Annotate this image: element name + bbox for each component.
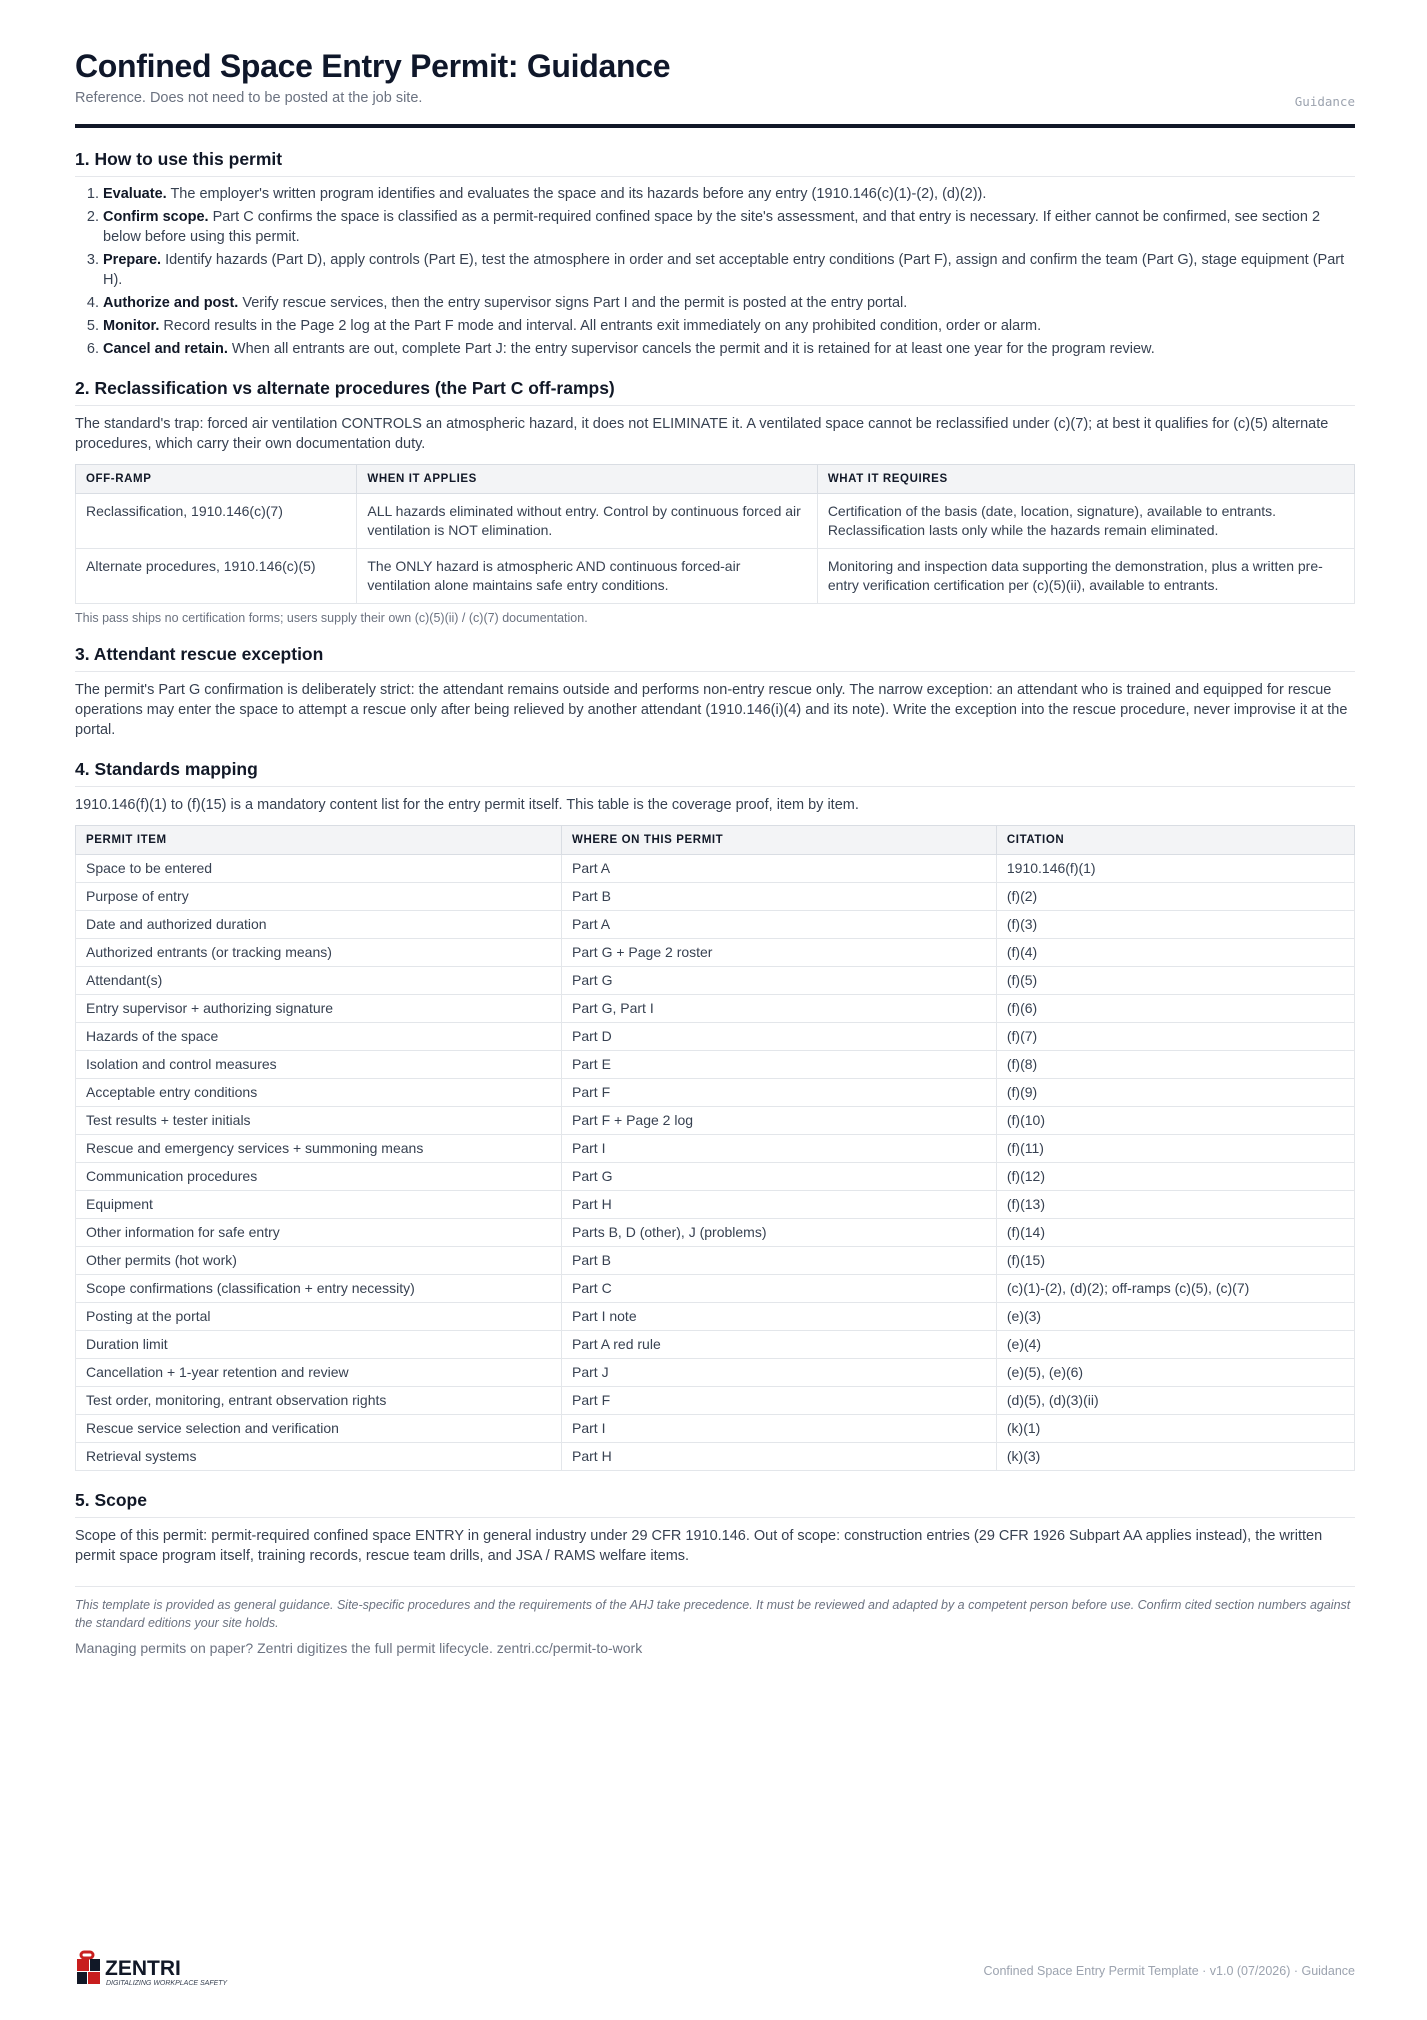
table-cell: Authorized entrants (or tracking means) [76,939,562,967]
table-row [76,1051,1355,1079]
table-cell: Part I [562,1135,997,1163]
logo-brand: ZENTRI [105,1957,181,1980]
logo-tagline: DIGITALIZING WORKPLACE SAFETY [106,1980,228,1987]
table-cell: Part G + Page 2 roster [562,939,997,967]
table-cell: Part G, Part I [562,995,997,1023]
offramp-table [75,464,1355,604]
step-lead: Confirm scope. [103,209,209,225]
table-cell: Part F [562,1387,997,1415]
table-cell: (c)(1)-(2), (d)(2); off-ramps (c)(5), (c)(7) [996,1275,1354,1303]
table-cell: Part C [562,1275,997,1303]
table-cell: Communication procedures [76,1163,562,1191]
mapping-table-body [76,855,1355,1471]
table-row [76,549,1355,604]
table-cell: Space to be entered [76,855,562,883]
page-tag: Guidance [1294,94,1355,109]
table-cell: Part I note [562,1303,997,1331]
section-attendant-exception [75,643,1355,740]
table-cell: (f)(9) [996,1079,1354,1107]
table-cell: Part E [562,1051,997,1079]
section-heading: 3. Attendant rescue exception [75,643,1355,672]
table-cell: (f)(3) [996,911,1354,939]
table-cell: Cancellation + 1-year retention and review [76,1359,562,1387]
list-item [103,207,1355,247]
table-cell: (f)(7) [996,1023,1354,1051]
step-text: When all entrants are out, complete Part J: the entry supervisor cancels the permit and it is retained for at least one year for the program review. [227,341,1155,357]
table-cell: (f)(10) [996,1107,1354,1135]
table-cell: Monitoring and inspection data supporting the demonstration, plus a written pre-entry verification certification per (c)(5)(ii), available to entrants. [817,549,1354,604]
table-cell: (f)(15) [996,1247,1354,1275]
table-row [76,995,1355,1023]
table-cell: Rescue and emergency services + summoning means [76,1135,562,1163]
table-cell: Posting at the portal [76,1303,562,1331]
table-cell: (f)(6) [996,995,1354,1023]
list-item [103,250,1355,290]
table-cell: (k)(3) [996,1443,1354,1471]
table-row [76,1443,1355,1471]
zentri-logo [75,1950,295,1990]
list-item [103,293,1355,313]
table-cell: Test order, monitoring, entrant observation rights [76,1387,562,1415]
logo-block [90,1959,100,1971]
list-item [103,184,1355,204]
page-title: Confined Space Entry Permit: Guidance [75,48,671,84]
table-row [76,1107,1355,1135]
step-lead: Cancel and retain. [103,341,228,357]
table-cell: Alternate procedures, 1910.146(c)(5) [76,549,357,604]
step-text: Record results in the Page 2 log at the Part F mode and interval. All entrants exit immediately on any prohibited condition, order or alarm. [159,318,1042,334]
mapping-table [75,825,1355,1471]
table-row [76,1275,1355,1303]
table-row [76,1079,1355,1107]
step-lead: Monitor. [103,318,160,334]
section-intro: 1910.146(f)(1) to (f)(15) is a mandatory content list for the entry permit itself. This table is the coverage proof, item by item. [75,797,859,813]
table-cell: Parts B, D (other), J (problems) [562,1219,997,1247]
logo-block [77,1972,87,1984]
table-cell: Part G [562,1163,997,1191]
table-row [76,494,1355,549]
table-cell: Certification of the basis (date, location, signature), available to entrants. Reclassification lasts only while the hazards remain eliminated. [817,494,1354,549]
section-standards-mapping [75,758,1355,1471]
table-row [76,1163,1355,1191]
section-how-to-use [75,148,1355,359]
table-cell: Part J [562,1359,997,1387]
section-scope [75,1489,1355,1566]
step-text: Part C confirms the space is classified as a permit-required confined space by the site's assessment, and that entry is necessary. If either cannot be confirmed, see section 2 below before using this permit. [103,209,1321,245]
table-row [76,855,1355,883]
table-cell: Retrieval systems [76,1443,562,1471]
table-cell: Entry supervisor + authorizing signature [76,995,562,1023]
table-cell: Other permits (hot work) [76,1247,562,1275]
column-header: PERMIT ITEM [76,826,562,855]
table-row [76,1415,1355,1443]
table-cell: (k)(1) [996,1415,1354,1443]
table-row [76,1359,1355,1387]
table-cell: (e)(3) [996,1303,1354,1331]
step-text: The employer's written program identifies and evaluates the space and its hazards before any entry (1910.146(c)(1)-(2), (d)(2)). [166,186,987,202]
list-item [103,339,1355,359]
table-cell: Isolation and control measures [76,1051,562,1079]
table-cell: Part A red rule [562,1331,997,1359]
table-cell: (f)(8) [996,1051,1354,1079]
table-cell: Acceptable entry conditions [76,1079,562,1107]
disclaimer: This template is provided as general guidance. Site-specific procedures and the requirements of the AHJ take precedence. It must be reviewed and adapted by a competent person before use. Confirm cited section numbers against the standard editions your site holds. [75,1586,1355,1632]
logo-block [88,1972,100,1984]
footer-text: Confined Space Entry Permit Template · v1.0 (07/2026) · Guidance [983,1964,1355,1978]
column-header: OFF-RAMP [76,465,357,494]
table-row [76,1303,1355,1331]
table-row [76,883,1355,911]
section-body: The permit's Part G confirmation is deliberately strict: the attendant remains outside and performs non-entry rescue only. The narrow exception: an attendant who is trained and equipped for rescue operations may enter the space to attempt a rescue only after being relieved by another attendant (1910.146(i)(4) and its note). Write the exception into the rescue procedure, never improvise it at the portal. [75,682,1348,738]
table-cell: (f)(2) [996,883,1354,911]
table-cell: (f)(13) [996,1191,1354,1219]
table-header-row [76,465,1355,494]
table-cell: Reclassification, 1910.146(c)(7) [76,494,357,549]
guidance-page [75,46,1355,1656]
table-cell: Equipment [76,1191,562,1219]
step-text: Verify rescue services, then the entry supervisor signs Part I and the permit is posted at the entry portal. [238,295,908,311]
table-cell: Test results + tester initials [76,1107,562,1135]
zentri-logo-mark [75,1950,295,1990]
table-cell: (f)(12) [996,1163,1354,1191]
table-cell: (f)(14) [996,1219,1354,1247]
section-heading: 4. Standards mapping [75,758,1355,787]
table-row [76,1331,1355,1359]
table-cell: The ONLY hazard is atmospheric AND continuous forced-air ventilation alone maintains safe entry conditions. [357,549,817,604]
table-cell: Rescue service selection and verification [76,1415,562,1443]
table-row [76,967,1355,995]
table-row [76,1247,1355,1275]
table-cell: (f)(4) [996,939,1354,967]
table-cell: 1910.146(f)(1) [996,855,1354,883]
table-note: This pass ships no certification forms; users supply their own (c)(5)(ii) / (c)(7) documentation. [75,611,588,625]
column-header: WHAT IT REQUIRES [817,465,1354,494]
section-body: Scope of this permit: permit-required confined space ENTRY in general industry under 29 CFR 1910.146. Out of scope: construction entries (29 CFR 1926 Subpart AA applies instead), the written permit space program itself, training records, rescue team drills, and JSA / RAMS welfare items. [75,1528,1323,1564]
table-row [76,911,1355,939]
table-cell: Part F [562,1079,997,1107]
logo-block [77,1959,89,1971]
table-row [76,1191,1355,1219]
table-cell: Part D [562,1023,997,1051]
table-cell: (e)(5), (e)(6) [996,1359,1354,1387]
promo-text: Managing permits on paper? Zentri digitizes the full permit lifecycle. zentri.cc/permit-to-work [75,1640,643,1656]
step-lead: Evaluate. [103,186,167,202]
table-cell: Hazards of the space [76,1023,562,1051]
table-cell: Part A [562,855,997,883]
table-cell: (d)(5), (d)(3)(ii) [996,1387,1354,1415]
table-row [76,1135,1355,1163]
table-cell: Part G [562,967,997,995]
table-row [76,1219,1355,1247]
table-cell: Part H [562,1443,997,1471]
table-cell: Scope confirmations (classification + entry necessity) [76,1275,562,1303]
table-cell: Part A [562,911,997,939]
table-header-row [76,826,1355,855]
steps-list [75,184,1355,359]
table-row [76,1023,1355,1051]
table-cell: (e)(4) [996,1331,1354,1359]
table-cell: Date and authorized duration [76,911,562,939]
padlock-shackle [81,1952,93,1958]
table-cell: Duration limit [76,1331,562,1359]
table-cell: Part H [562,1191,997,1219]
step-text: Identify hazards (Part D), apply controls (Part E), test the atmosphere in order and set acceptable entry conditions (Part F), assign and confirm the team (Part G), stage equipment (Part H). [103,252,1345,288]
table-cell: Part B [562,883,997,911]
section-reclassification [75,377,1355,625]
section-heading: 5. Scope [75,1489,1355,1518]
column-header: CITATION [996,826,1354,855]
column-header: WHEN IT APPLIES [357,465,817,494]
table-cell: Part B [562,1247,997,1275]
section-heading: 2. Reclassification vs alternate procedures (the Part C off-ramps) [75,377,1355,406]
table-cell: Purpose of entry [76,883,562,911]
page-subtitle: Reference. Does not need to be posted at the job site. [75,90,423,106]
list-item [103,316,1355,336]
table-cell: Part I [562,1415,997,1443]
table-cell: (f)(5) [996,967,1354,995]
page-header [75,46,1355,124]
step-lead: Prepare. [103,252,162,268]
table-cell: ALL hazards eliminated without entry. Control by continuous forced air ventilation is NOT elimination. [357,494,817,549]
column-header: WHERE ON THIS PERMIT [562,826,997,855]
table-row [76,1387,1355,1415]
step-lead: Authorize and post. [103,295,239,311]
header-rule [75,124,1355,128]
table-row [76,939,1355,967]
table-cell: (f)(11) [996,1135,1354,1163]
section-intro: The standard's trap: forced air ventilation CONTROLS an atmospheric hazard, it does not ELIMINATE it. A ventilated space cannot be reclassified under (c)(7); at best it qualifies for (c)(5) alternate procedures, which carry their own documentation duty. [75,416,1329,452]
table-cell: Part F + Page 2 log [562,1107,997,1135]
section-heading: 1. How to use this permit [75,148,1355,177]
table-cell: Attendant(s) [76,967,562,995]
table-cell: Other information for safe entry [76,1219,562,1247]
